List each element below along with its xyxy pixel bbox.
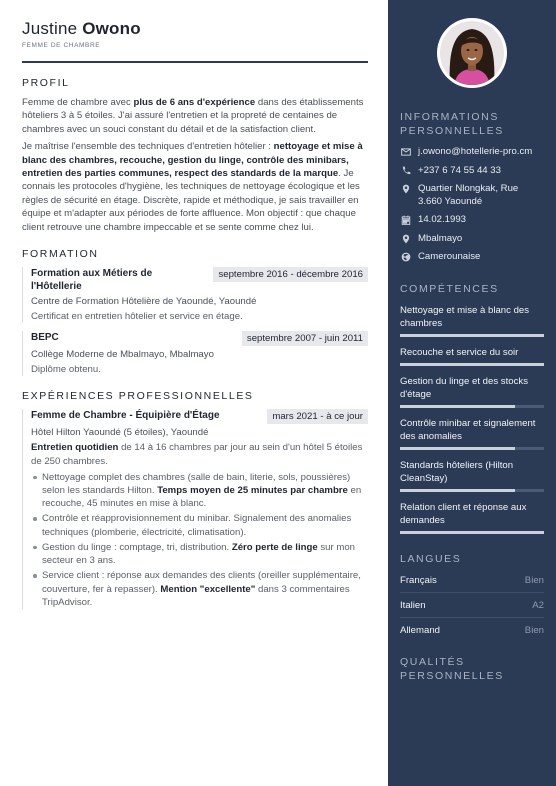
info-row — [400, 251, 544, 264]
entry-header — [31, 331, 368, 346]
language-name: Italien — [400, 599, 426, 611]
info-row — [400, 146, 544, 159]
skill-level-fill — [400, 334, 544, 337]
header-divider — [22, 61, 368, 63]
info-row — [400, 214, 544, 227]
bold-text: plus de 6 ans d'expérience — [133, 97, 256, 108]
candidate-name — [22, 18, 368, 40]
portrait-image — [440, 21, 504, 85]
info-text: Mbalmayo — [418, 232, 463, 244]
skills-list — [400, 304, 544, 534]
languages-list — [400, 574, 544, 637]
skill-item — [400, 375, 544, 408]
skill-name: Nettoyage et mise à blanc des chambres — [400, 304, 530, 329]
text-run: Service client : réponse aux demandes des clients (oreiller supplémentaire, couverture, fer à repasser). — [42, 570, 361, 595]
personal-info-list — [400, 146, 544, 264]
job-title: FEMME DE CHAMBRE — [22, 42, 101, 49]
date-badge: mars 2021 - à ce jour — [267, 409, 368, 424]
language-divider — [400, 592, 544, 593]
sidebar — [388, 0, 556, 786]
text-run: de 14 à 16 chambres par jour au sein d'un hôtel 5 étoiles de 250 chambres. — [31, 442, 363, 467]
text-run: dans des établissements hôteliers 3 à 5 étoiles. J'ai assuré l'entretien et la propreté de centaines de chambres avec un souci constant du détail et de la satisfaction client. — [22, 97, 364, 135]
profile-photo — [440, 21, 504, 85]
text-run: sur mon secteur en 3 ans. — [42, 541, 356, 567]
languages-heading: LANGUES — [400, 552, 462, 565]
info-text: 14.02.1993 — [418, 214, 467, 225]
skill-item — [400, 346, 544, 366]
entry-header — [31, 267, 368, 293]
entry-title: BEPC — [31, 332, 59, 344]
info-heading: INFORMATIONS PERSONNELLES — [400, 111, 504, 137]
text-run: Femme de chambre avec — [22, 97, 134, 108]
info-text: j.owono@hotellerie-pro.cm — [418, 146, 533, 157]
entry-header — [31, 409, 368, 424]
language-divider — [400, 617, 544, 618]
calendar-icon — [400, 214, 412, 226]
first-name: Justine — [22, 19, 78, 38]
bold-text: Temps moyen de 25 minutes par chambre — [157, 485, 348, 497]
avatar — [437, 18, 507, 88]
skill-name: Contrôle minibar et signalement des anomalies — [400, 417, 536, 442]
info-text: +237 6 74 55 44 33 — [418, 164, 501, 176]
location-icon — [400, 183, 412, 195]
skills-heading: COMPÉTENCES — [400, 282, 499, 295]
language-name: Français — [400, 574, 437, 586]
skill-level-bar — [400, 447, 544, 450]
skill-name: Standards hôteliers (Hilton CleanStay) — [400, 459, 514, 484]
qualities-heading: QUALITÉS PERSONNELLES — [400, 655, 504, 682]
skill-level-fill — [400, 405, 515, 408]
text-run: Je maîtrise l'ensemble des techniques d'entretien hôtelier : — [22, 141, 274, 153]
language-level: Bien — [524, 624, 544, 636]
text-run: Contrôle et réapprovisionnement du minibar. Signalement des anomalies techniques (plomberie, électricité, climatisation). — [42, 513, 352, 538]
skill-item — [400, 501, 544, 534]
experience-heading: EXPÉRIENCES PROFESSIONNELLES — [22, 390, 254, 403]
profil-paragraph-2 — [22, 140, 368, 234]
skill-level-fill — [400, 363, 544, 366]
info-row — [400, 165, 544, 178]
text-run: . Je connais les protocoles d'hygiène, les techniques de nettoyage écologique et les règles de sécurité en étage. Discrète, rapide et méthodique, je sais travailler en équipe et m'adapter aux périodes de forte affluence. Mon objectif : que chaque client retrouve une chambre impeccable et se sente comme chez lui. — [22, 168, 360, 233]
formation-list — [22, 267, 368, 376]
formation-entry — [22, 267, 368, 323]
bullet-item — [31, 471, 368, 511]
formation-heading: FORMATION — [22, 248, 99, 261]
skill-item — [400, 417, 544, 450]
phone-icon — [400, 165, 412, 177]
language-level: A2 — [532, 599, 544, 611]
language-row — [400, 574, 544, 587]
skill-name: Relation client et réponse aux demandes — [400, 501, 527, 526]
experience-list — [22, 409, 368, 608]
language-level: Bien — [524, 574, 544, 586]
bold-text: Mention "excellente" — [160, 583, 256, 595]
institution: Centre de Formation Hôtelière de Yaoundé, Yaoundé — [31, 296, 257, 308]
bold-text: Zéro perte de linge — [231, 541, 318, 553]
info-text: Camerounaise — [418, 251, 481, 262]
text-run: Nettoyage complet des chambres (salle de bain, literie, sols, poussières) selon les standards Hilton. — [42, 471, 351, 497]
text-run: dans 3 commentaires TripAdvisor. — [42, 583, 350, 608]
language-row — [400, 624, 544, 637]
date-badge: septembre 2007 - juin 2011 — [242, 331, 368, 346]
skill-level-bar — [400, 363, 544, 366]
bullet-item — [31, 512, 368, 538]
entry-title: Formation aux Métiers de l'Hôtellerie — [31, 268, 153, 293]
skill-level-fill — [400, 531, 544, 534]
skill-name: Recouche et service du soir — [400, 346, 519, 358]
date-badge: septembre 2016 - décembre 2016 — [213, 267, 368, 282]
entry-description: Diplôme obtenu. — [31, 364, 101, 376]
experience-entry — [22, 409, 368, 608]
nationality-icon — [400, 251, 412, 263]
language-name: Allemand — [400, 624, 440, 636]
entry-title: Femme de Chambre - Équipière d'Étage — [31, 410, 220, 422]
bullet-list — [31, 471, 368, 609]
entry-description: Certificat en entretien hôtelier et service en étage. — [31, 311, 243, 323]
skill-level-fill — [400, 447, 515, 450]
language-row — [400, 599, 544, 612]
skill-level-bar — [400, 405, 544, 408]
bold-text: nettoyage et mise à blanc des chambres, recouche, gestion du linge, contrôle des minibars, entretien des parties communes, respect des standards de la marque — [22, 141, 363, 180]
info-row — [400, 233, 544, 246]
birthplace-icon — [400, 233, 412, 245]
info-row — [400, 183, 544, 208]
bullet-item — [31, 569, 368, 609]
text-run: en recouche, 45 minutes en mise à blanc. — [42, 485, 362, 510]
profil-heading: PROFIL — [22, 77, 70, 89]
skill-name: Gestion du linge et des stocks d'étage — [400, 375, 528, 400]
entry-description — [31, 441, 368, 467]
employer: Hôtel Hilton Yaoundé (5 étoiles), Yaoundé — [31, 427, 209, 439]
text-run: Gestion du linge : comptage, tri, distribution. — [42, 541, 232, 553]
formation-entry — [22, 331, 368, 376]
institution: Collège Moderne de Mbalmayo, Mbalmayo — [31, 349, 214, 361]
skill-level-bar — [400, 334, 544, 337]
skill-item — [400, 304, 544, 337]
skill-level-bar — [400, 489, 544, 492]
skill-item — [400, 459, 544, 492]
last-name: Owono — [82, 19, 141, 38]
bullet-item — [31, 541, 368, 567]
email-icon — [400, 146, 412, 158]
bold-text: Entretien quotidien — [31, 442, 119, 454]
skill-level-fill — [400, 489, 515, 492]
profil-paragraph-1 — [22, 96, 368, 136]
info-text: Quartier Nlongkak, Rue 3.660 Yaoundé — [418, 183, 519, 207]
skill-level-bar — [400, 531, 544, 534]
